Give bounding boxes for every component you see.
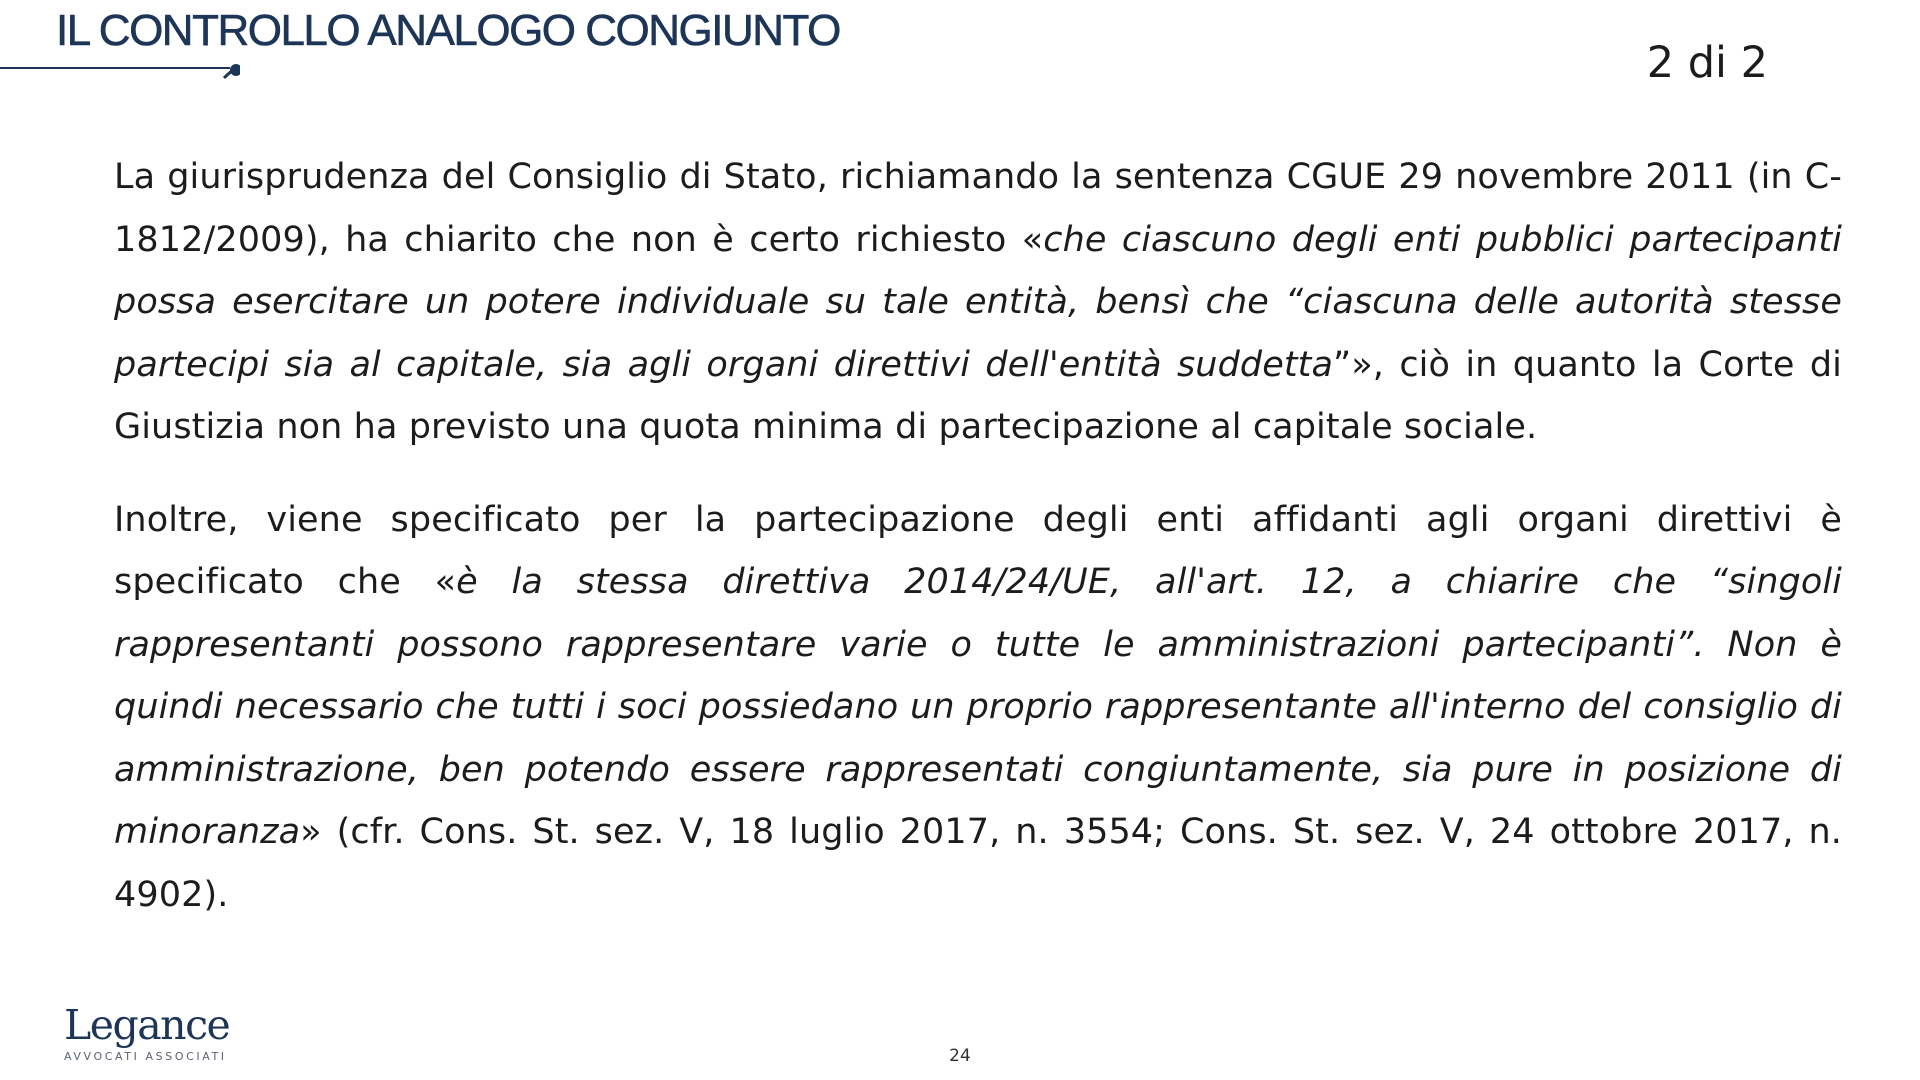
- title-underline-decoration: [0, 64, 240, 80]
- slide-title: IL CONTROLLO ANALOGO CONGIUNTO: [56, 6, 840, 55]
- logo-subtitle: AVVOCATI ASSOCIATI: [64, 1050, 227, 1063]
- paragraph-text: La giurisprudenza del Consiglio di Stato, richiamando la sentenza CGUE 29 novembre 2011 (in C-1812/2009), ha chiarito che non è certo richiesto «: [114, 157, 1842, 260]
- logo-wordmark: Legance: [64, 1001, 230, 1049]
- page-number: 24: [949, 1046, 971, 1066]
- quotation-text: è la stessa direttiva 2014/24/UE, all'art. 12, a chiarire che “singoli rappresentanti possono rappresentare varie o tutte le amministrazioni partecipanti”. Non è quindi necessario che tutti i soci possiedano un proprio rappresentante all'interno del consiglio di amministrazione, ben potendo essere rappresentati congiuntamente, sia pure in posizione di minoranza: [114, 562, 1843, 852]
- paragraph: [114, 146, 1842, 459]
- quotation-text: che ciascuno degli enti pubblici partecipanti possa esercitare un potere individuale su tale entità, bensì che “ciascuna delle autorità stesse partecipi sia al capitale, sia agli organi direttivi dell'entità suddetta: [114, 219, 1842, 385]
- paragraph-text: Inoltre, viene specificato per la partecipazione degli enti affidanti agli organi direttivi è specificato che «: [114, 499, 1842, 602]
- slide-counter: 2 di 2: [1646, 38, 1768, 88]
- slide-body: [114, 146, 1842, 926]
- paragraph-text: » (cfr. Cons. St. sez. V, 18 luglio 2017, n. 3554; Cons. St. sez. V, 24 ottobre 2017, n. 4902).: [114, 812, 1842, 915]
- paragraph-text: ”», ciò in quanto la Corte di Giustizia non ha previsto una quota minima di partecipazione al capitale sociale.: [114, 344, 1842, 447]
- paragraph: [114, 489, 1842, 927]
